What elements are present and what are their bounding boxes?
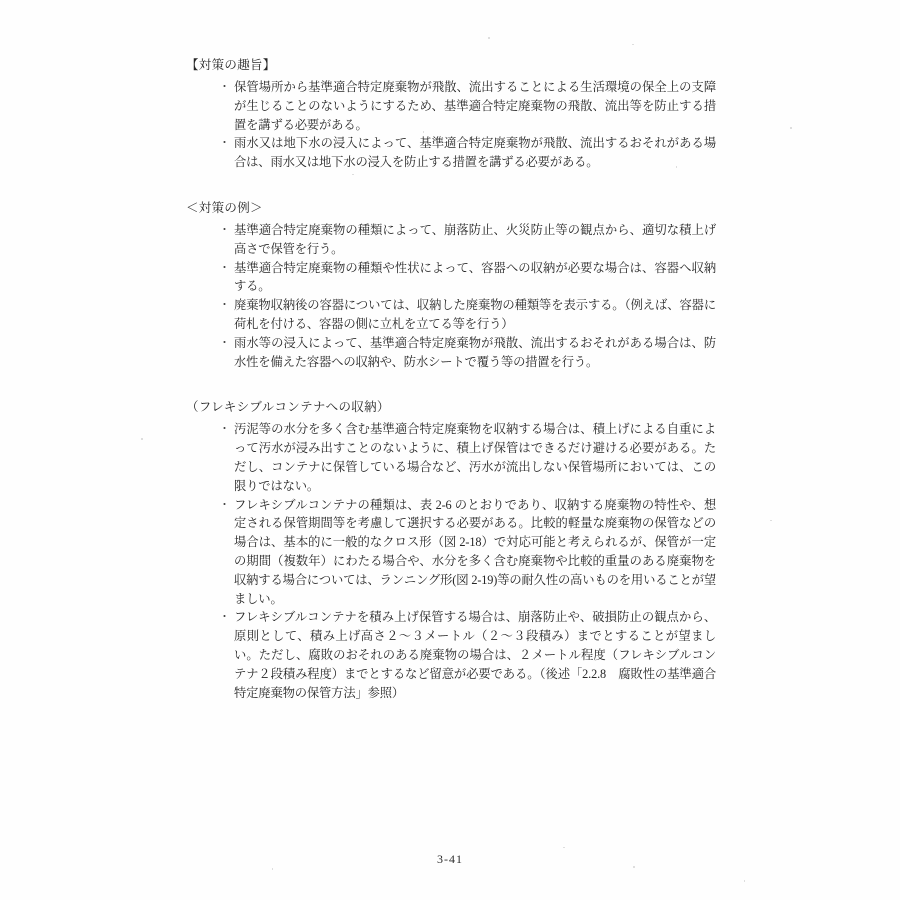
section-heading: 【対策の趣旨】 bbox=[186, 58, 276, 72]
section-policy-purpose bbox=[186, 56, 716, 172]
scan-speck bbox=[632, 44, 634, 45]
bullet-item bbox=[186, 259, 716, 297]
bullet-marker: ・ bbox=[219, 223, 230, 236]
bullet-text: 廃棄物収納後の容器については、収納した廃棄物の種類等を表示する。（例えば、容器に荷札を付ける、容器の側に立札を立てる等を行う） bbox=[234, 298, 716, 331]
scan-speck bbox=[676, 166, 677, 168]
bullet-text: 基準適合特定廃棄物の種類によって、崩落防止、火災防止等の観点から、適切な積上げ高さで保管を行う。 bbox=[234, 222, 716, 256]
bullet-text: 基準適合特定廃棄物の種類や性状によって、容器への収納が必要な場合は、容器へ収納する。 bbox=[234, 260, 716, 294]
scan-speck bbox=[633, 866, 635, 868]
scan-speck bbox=[423, 131, 424, 133]
document-body bbox=[186, 56, 716, 729]
bullet-text: 雨水等の浸入によって、基準適合特定廃棄物が飛散、流出するおそれがある場合は、防水性を備えた容器への収納や、防水シートで覆う等の措置を行う。 bbox=[234, 335, 716, 369]
page-number: 3-41 bbox=[437, 852, 463, 866]
section-heading: （フレキシブルコンテナへの収納） bbox=[186, 400, 390, 415]
bullet-text: フレキシブルコンテナの種類は、表 2-6 のとおりであり、収納する廃棄物の特性や、想定される保管期間等を考慮して選択する必要がある。比較的軽量な廃棄物の保管などの場合は、基本的に一般的なクロス形（図 2-18）で対応可能と考えられるが、保管が一定の期間（複数年）にわたる場合や、水分を多く含む廃棄物や比較的重量のある廃棄物を収納する場合については、ランニング形(図 2-19)等の耐久性の高いものを用いることが望ましい。 bbox=[234, 497, 716, 606]
scan-speck bbox=[352, 174, 354, 175]
scan-speck bbox=[141, 438, 143, 440]
section-policy-examples bbox=[186, 199, 716, 371]
bullet-item bbox=[186, 78, 716, 134]
bullet-item bbox=[186, 608, 716, 702]
section-flexible-container bbox=[186, 398, 716, 702]
scan-speck bbox=[488, 37, 490, 39]
scan-speck bbox=[770, 520, 772, 521]
bullet-item bbox=[186, 334, 716, 372]
scan-speck bbox=[563, 847, 565, 848]
scan-speck bbox=[744, 880, 745, 882]
bullet-text: フレキシブルコンテナを積み上げ保管する場合は、崩落防止や、破損防止の観点から、原則として、積み上げ高さ２～３メートル（２～３段積み）までとすることが望ましい。ただし、腐敗のおそれのある廃棄物の場合は、２メートル程度（フレキシブルコンテナ２段積み程度）までとするなど留意が必要である。（後述「2.2.8 腐敗性の基準適合特定廃棄物の保管方法」参照） bbox=[234, 610, 716, 700]
section-heading: ＜対策の例＞ bbox=[186, 200, 263, 215]
bullet-text: 雨水又は地下水の浸入によって、基準適合特定廃棄物が飛散、流出するおそれがある場合は、雨水又は地下水の浸入を防止する措置を講ずる必要がある。 bbox=[234, 136, 716, 170]
bullet-marker: ・ bbox=[219, 498, 230, 511]
bullet-text: 汚泥等の水分を多く含む基準適合特定廃棄物を収納する場合は、積上げによる自重によって汚水が浸み出すことのないように、積上げ保管はできるだけ避ける必要がある。ただし、コンテナに保管している場合など、汚水が流出しない保管場所においては、この限りではない。 bbox=[234, 422, 716, 493]
bullet-item bbox=[186, 296, 716, 334]
bullet-item bbox=[186, 496, 716, 609]
bullet-item bbox=[186, 134, 716, 172]
bullet-marker: ・ bbox=[219, 261, 230, 274]
bullet-marker: ・ bbox=[219, 423, 230, 436]
scan-speck bbox=[272, 868, 273, 870]
bullet-marker: ・ bbox=[219, 611, 230, 624]
bullet-item bbox=[186, 420, 716, 495]
scan-speck bbox=[790, 127, 792, 129]
bullet-text: 保管場所から基準適合特定廃棄物が飛散、流出することによる生活環境の保全上の支障が生じることのないようにするため、基準適合特定廃棄物の飛散、流出等を防止する措置を講ずる必要がある。 bbox=[234, 80, 716, 132]
bullet-marker: ・ bbox=[219, 137, 230, 150]
bullet-marker: ・ bbox=[219, 336, 230, 349]
bullet-marker: ・ bbox=[219, 81, 230, 93]
bullet-item bbox=[186, 221, 716, 259]
bullet-marker: ・ bbox=[219, 299, 230, 312]
